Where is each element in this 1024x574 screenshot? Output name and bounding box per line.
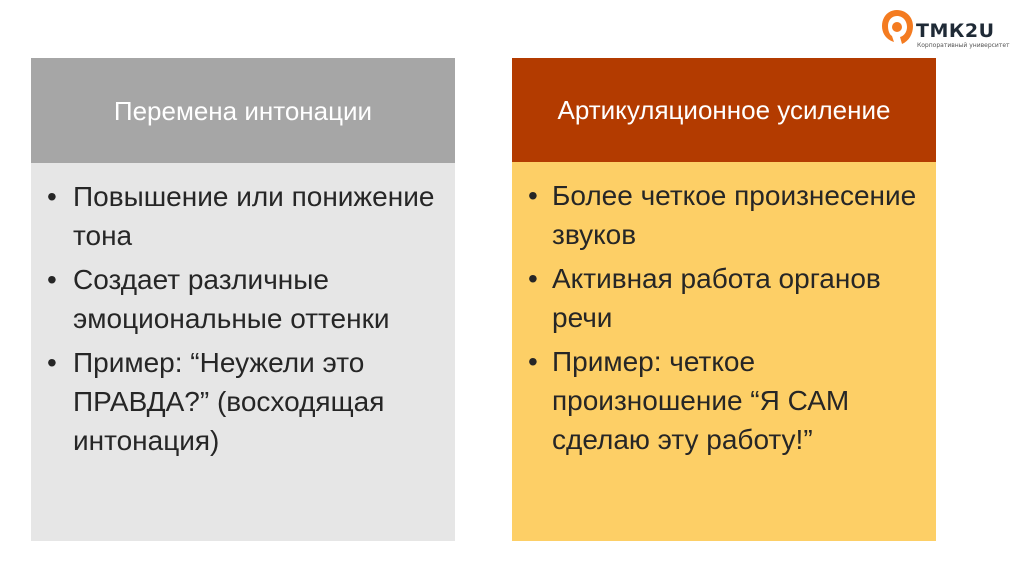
bullet-icon: • [528, 180, 538, 211]
articulation-card-body [512, 162, 936, 541]
list-item [47, 343, 437, 460]
list-item-text: Более четкое произнесение звуков [552, 180, 917, 250]
list-item-text: Пример: “Неужели это ПРАВДА?” (восходящая интонация) [73, 347, 385, 456]
list-item [47, 177, 437, 255]
intonation-card-title: Перемена интонации [31, 58, 455, 163]
list-item-text: Создает различные эмоциональные оттенки [73, 264, 390, 334]
bullet-icon: • [528, 346, 538, 377]
intonation-card [31, 58, 455, 541]
bullet-icon: • [47, 264, 57, 295]
intonation-bullet-list [47, 177, 437, 460]
list-item-text: Пример: четкое произношение “Я САМ сделаю эту работу!” [552, 346, 850, 455]
list-item [528, 342, 918, 459]
articulation-card [512, 58, 936, 541]
articulation-card-title: Артикуляционное усиление [512, 58, 936, 162]
logo-tagline: Корпоративный университет [917, 42, 1010, 49]
bullet-icon: • [47, 181, 57, 212]
brand-logo [880, 8, 1020, 54]
list-item-text: Активная работа органов речи [552, 263, 881, 333]
list-item [528, 259, 918, 337]
logo-mark-icon [880, 8, 914, 48]
logo-brand-text: ТМК2U [916, 20, 995, 42]
list-item [528, 176, 918, 254]
list-item-text: Повышение или понижение тона [73, 181, 435, 251]
intonation-card-body [31, 163, 455, 541]
list-item [47, 260, 437, 338]
bullet-icon: • [528, 263, 538, 294]
articulation-bullet-list [528, 176, 918, 459]
bullet-icon: • [47, 347, 57, 378]
